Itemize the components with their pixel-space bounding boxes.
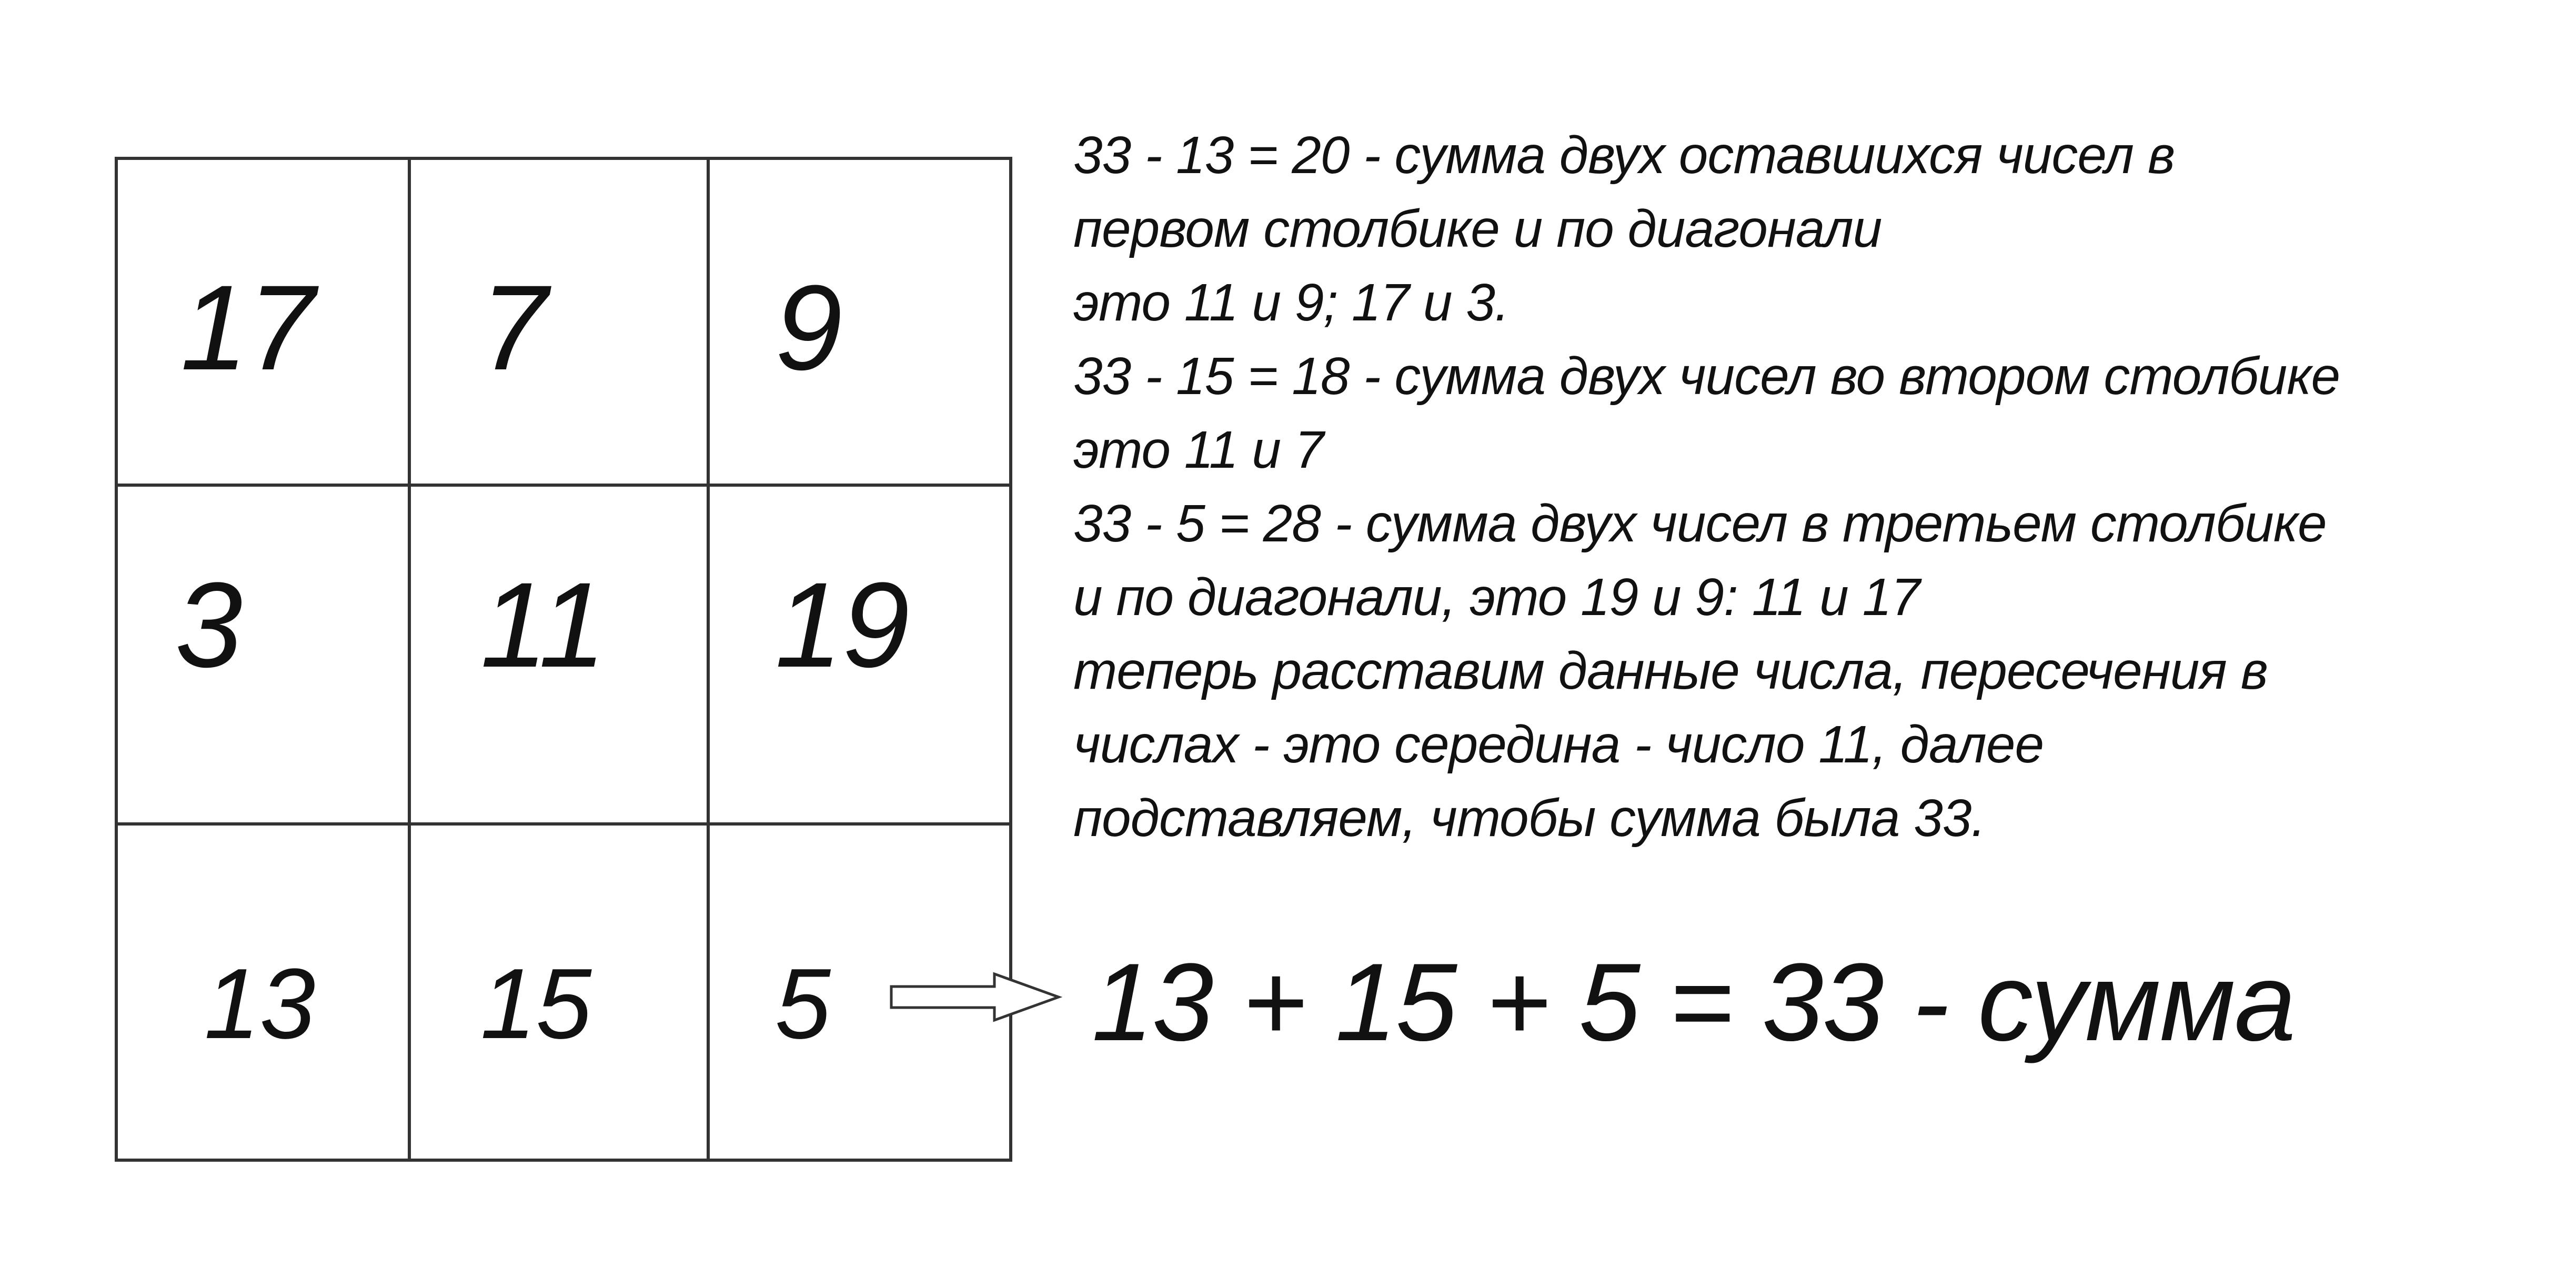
- note-line-9: числах - это середина - число 11, далее: [1073, 715, 2044, 774]
- note-line-2: первом столбике и по диагонали: [1073, 199, 1882, 258]
- cell-r2-c2: 11: [480, 557, 606, 692]
- note-line-6: 33 - 5 = 28 - сумма двух чисел в третьем столбике: [1073, 494, 2327, 553]
- cell-r3-c1: 13: [204, 948, 316, 1060]
- note-line-7: и по диагонали, это 19 и 9: 11 и 17: [1073, 568, 1920, 627]
- explanation-text: [1073, 118, 2547, 855]
- cell-r3-c2: 15: [480, 948, 592, 1060]
- cell-r2-c1: 3: [175, 557, 243, 692]
- note-line-5: это 11 и 7: [1073, 420, 1324, 479]
- magic-square-grid: [115, 157, 1012, 1162]
- cell-r3-c3: 5: [775, 948, 831, 1060]
- sum-equation: 13 + 15 + 5 = 33 - сумма: [1092, 940, 2295, 1064]
- note-line-10: подставляем, чтобы сумма была 33.: [1073, 789, 1986, 848]
- note-line-8: теперь расставим данные числа, пересечения в: [1073, 641, 2268, 700]
- cell-r1-c2: 7: [480, 260, 548, 395]
- note-line-4: 33 - 15 = 18 - сумма двух чисел во втором столбике: [1073, 347, 2340, 406]
- right-arrow-icon: [889, 971, 1063, 1023]
- note-line-3: это 11 и 9; 17 и 3.: [1073, 273, 1509, 332]
- cell-r2-c3: 19: [775, 557, 910, 692]
- cell-r1-c3: 9: [775, 260, 842, 395]
- note-line-1: 33 - 13 = 20 - сумма двух оставшихся чисел в: [1073, 126, 2175, 185]
- cell-r1-c1: 17: [180, 260, 315, 395]
